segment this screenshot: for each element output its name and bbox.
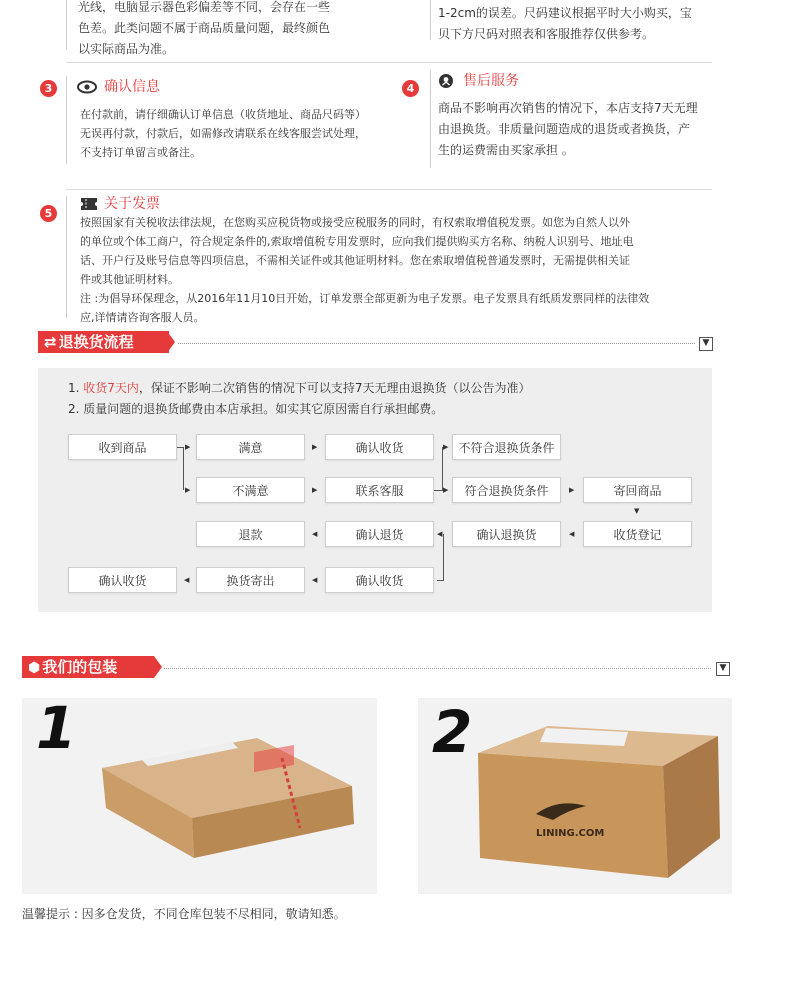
section-line: 应,详情请咨询客服人员。 xyxy=(80,311,205,324)
section-body xyxy=(80,105,410,162)
arrow-left-icon: ◀ xyxy=(569,530,575,538)
arrow-right-icon: ▶ xyxy=(443,486,449,494)
arrow-right-icon: ▶ xyxy=(185,486,191,494)
photo-number: 1 xyxy=(36,698,77,762)
section-body xyxy=(80,213,720,327)
connector xyxy=(437,580,444,581)
section-line: 不支持订单留言或备注。 xyxy=(80,146,201,159)
flow-not-eligible: 不符合退换货条件 xyxy=(452,434,561,460)
section-body xyxy=(438,98,738,161)
flow-refund: 退款 xyxy=(196,521,305,547)
return-rule-1 xyxy=(68,379,531,397)
divider xyxy=(178,343,695,344)
size-note-line: 1-2cm的误差。尺码建议根据平时大小购买，宝 xyxy=(438,6,692,20)
section-line: 的单位或个体工商户，符合规定条件的,索取增值税专用发票时，应向我们提供购买方名称、纳税人识别号、地址电 xyxy=(80,235,634,248)
returns-banner xyxy=(38,331,169,353)
flow-send-back: 寄回商品 xyxy=(583,477,692,503)
chevron-down-icon[interactable]: ▼ xyxy=(716,662,730,676)
packaging-tip: 温馨提示 : 因多仓发货，不同仓库包装不尽相同，敬请知悉。 xyxy=(22,907,346,921)
packaging-banner xyxy=(22,656,154,678)
color-note-line: 以实际商品为准。 xyxy=(78,42,175,56)
flow-confirm-receipt-final: 确认收货 xyxy=(68,567,177,593)
flow-confirm-return-exchange: 确认退换货 xyxy=(452,521,561,547)
package-photo-2 xyxy=(418,698,732,894)
divider xyxy=(66,0,67,50)
section-line: 由退换货。非质量问题造成的退货或者换货，产 xyxy=(438,122,691,136)
arrow-left-icon: ◀ xyxy=(312,576,318,584)
flow-exchange-ship: 换货寄出 xyxy=(196,567,305,593)
rule-prefix: 1. xyxy=(68,381,84,395)
divider xyxy=(164,668,711,669)
size-note-line: 贝下方尺码对照表和客服推荐仅供参考。 xyxy=(438,27,655,41)
divider xyxy=(66,76,67,164)
section-line: 商品不影响再次销售的情况下，本店支持7天无理 xyxy=(438,101,698,115)
banner-corner xyxy=(167,331,175,353)
packaging-banner-title: 我们的包装 xyxy=(42,658,118,676)
banner-corner xyxy=(154,656,162,678)
photo-number: 2 xyxy=(432,698,473,766)
section-line: 按照国家有关税收法律法规，在您购买应税货物或接受应税服务的同时，有权索取增值税发票。如您为自然人以外 xyxy=(80,216,630,229)
arrow-right-icon: ▶ xyxy=(443,443,449,451)
step-number: 3 xyxy=(40,80,57,97)
step-number: 4 xyxy=(402,80,419,97)
flow-receive-register: 收货登记 xyxy=(583,521,692,547)
eye-icon xyxy=(77,80,97,94)
divider xyxy=(66,62,712,63)
divider xyxy=(430,70,431,168)
connector xyxy=(442,447,443,491)
section-line: 在付款前，请仔细确认订单信息（收货地址、商品尺码等） xyxy=(80,108,366,121)
flow-eligible: 符合退换货条件 xyxy=(452,477,561,503)
arrow-right-icon: ▶ xyxy=(312,443,318,451)
divider xyxy=(66,196,67,318)
flow-confirm-receipt: 确认收货 xyxy=(325,434,434,460)
rule-text: ，保证不影响二次销售的情况下可以支持7天无理由退换货（以公告为准） xyxy=(138,381,531,395)
color-note xyxy=(78,0,378,60)
returns-banner-title: 退换货流程 xyxy=(58,333,134,351)
connector xyxy=(443,534,444,581)
flow-confirm-return: 确认退货 xyxy=(325,521,434,547)
divider xyxy=(430,0,431,40)
color-note-line: 光线，电脑显示器色彩偏差等不同，会存在一些 xyxy=(78,0,331,14)
arrow-right-icon: ▶ xyxy=(569,486,575,494)
section-line: 话、开户行及账号信息等四项信息，不需相关证件或其他证明材料。您在索取增值税普通发票时，无需提供相关证 xyxy=(80,254,630,267)
flow-unsatisfied: 不满意 xyxy=(196,477,305,503)
return-arrows-icon: ⇄ xyxy=(44,333,57,351)
flow-confirm-receipt-exchange: 确认收货 xyxy=(325,567,434,593)
connector xyxy=(183,447,184,490)
flow-contact-service: 联系客服 xyxy=(325,477,434,503)
ticket-icon xyxy=(80,197,98,211)
arrow-left-icon: ◀ xyxy=(312,530,318,538)
step-number: 5 xyxy=(40,205,57,222)
color-note-line: 色差。此类问题不属于商品质量问题，最终颜色 xyxy=(78,21,331,35)
section-title: 确认信息 xyxy=(104,79,160,95)
arrow-right-icon: ▶ xyxy=(185,443,191,451)
divider xyxy=(66,189,712,190)
arrow-left-icon: ◀ xyxy=(437,530,443,538)
section-line: 注 :为倡导环保理念，从2016年11月10日开始，订单发票全部更新为电子发票。电子发票具有纸质发票同样的法律效 xyxy=(80,292,650,305)
arrow-right-icon: ▶ xyxy=(312,486,318,494)
rule-highlight: 收货7天内 xyxy=(83,381,139,395)
box-brand: LINING.COM xyxy=(536,828,605,839)
location-pin-icon xyxy=(438,73,454,89)
flow-received: 收到商品 xyxy=(68,434,177,460)
connector xyxy=(434,490,442,491)
section-title: 关于发票 xyxy=(104,196,160,212)
arrow-left-icon: ◀ xyxy=(184,576,190,584)
return-rule-2: 2. 质量问题的退换货邮费由本店承担。如实其它原因需自行承担邮费。 xyxy=(68,402,444,416)
section-line: 件或其他证明材料。 xyxy=(80,273,179,286)
package-icon: ⬢ xyxy=(28,660,41,676)
arrow-down-icon: ▼ xyxy=(634,507,640,515)
section-line: 无误再付款，付款后，如需修改请联系在线客服尝试处理， xyxy=(80,127,366,140)
flow-satisfied: 满意 xyxy=(196,434,305,460)
section-title: 售后服务 xyxy=(463,73,519,89)
chevron-down-icon[interactable]: ▼ xyxy=(699,337,713,351)
package-photo-1 xyxy=(22,698,377,894)
section-line: 生的运费需由买家承担 。 xyxy=(438,143,574,157)
size-note xyxy=(438,3,738,45)
